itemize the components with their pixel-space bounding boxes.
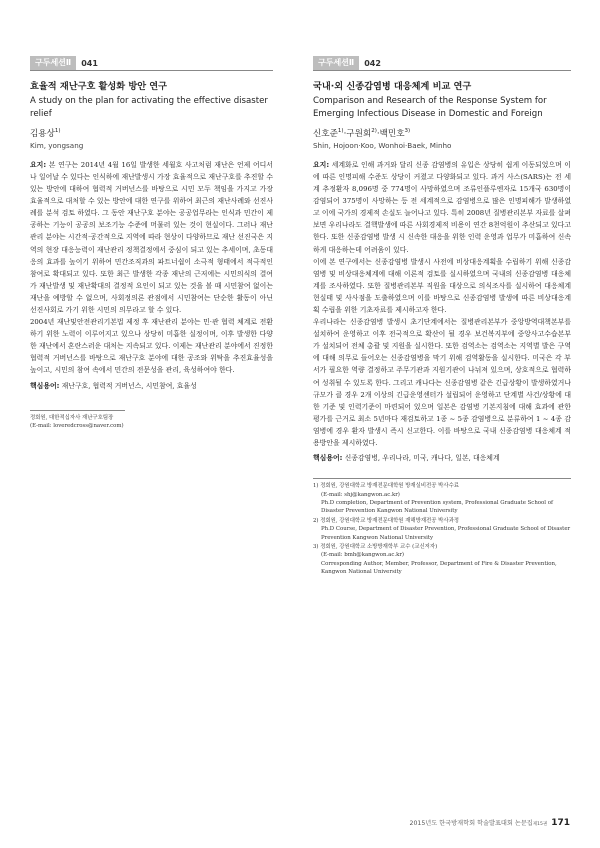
footnote-rule [30,410,125,411]
author-korean [30,125,273,140]
footnote-2-affiliation: 2) 정회원, 강원대학교 방재전문대학원 재해방재전공 박사과정 [313,517,459,524]
left-column [30,56,273,430]
author-2-mark: 2) [371,128,377,134]
paper-title-korean: 국내·외 신종감염병 대응체계 비교 연구 [313,81,472,92]
proceedings-title: 2015년도 한국방재학회 학술발표대회 논문집 [409,820,533,827]
abstract-paragraph-3: 우리나라는 신종감염병 발생시 초기단계에서는 질병관리본부가 중앙방역대책본부를 설치하여 운영하고 이후 전국적으로 확산이 될 경우 보건복지부에 중앙사고수습본부가 설치되어 전체 총괄 및 지원을 실시한다. 또한 검역소는 검역소는 지역별 발은 구역에 대해 의무로 들어오는 신종감염병을 막기 위해 검역활동을 실시한다. 미국은 각 부서가 필요한 역량 결정하고 주무기관과 지원기관이 나뉘져 있으며, 상호적으로 협력하여 성취될 수 있도록 한다. 그리고 캐나다는 신종감염병 같은 긴급상황이 발생하였거나 규모가 클 경우 2개 이상의 긴급운영센터가 설립되어 운영하고 단계별 사건/상황에 대한 기준 및 인력기준이 마련되어 있으며 일본은 감염병 기본지침에 대해 효과에 관한 평가를 근거로 최소 5년마다 재검토하고 1종 ~ 5종 감염병으로 분류하여 1 ~ 4종 감염병에 경우 환자 발생시 즉시 신고한다. 이를 바탕으로 국내 신종감염병 대응체계 적용방안을 제시하였다. [313,318,571,448]
author-3: ·백민호 [376,128,405,139]
keywords [313,452,571,464]
session-tag: 구두세션Ⅱ [30,56,76,70]
keywords-text: 신종감염병, 우리나라, 미국, 캐나다, 일본, 대응체계 [342,454,500,463]
abstract-label: 요지: [313,160,330,169]
abstract-paragraph-1 [313,159,571,256]
session-header-041 [30,56,273,71]
author-1-mark: 1) [337,128,344,134]
proceedings-volume: 제15권 [532,822,548,827]
footnote-rule [313,478,571,479]
paper-title-english: A study on the plan for activating the effective disaster relief [30,96,268,119]
footnote-3-email: (E-mail: bmh@kangwon.ac.kr) [321,552,405,559]
right-column [313,56,571,578]
session-header-042 [313,56,571,71]
author-english: Kim, yongsang [30,140,84,150]
footnote-1-email: (E-mail: shj@kangwon.ac.kr) [321,491,400,498]
abstract-label: 요지: [30,160,47,169]
abstract-paragraph-2: 이에 본 연구에서는 신종감염병 발생시 사전에 비상대응계획을 수립하기 위해 신종감염병 및 비상대응체계에 대해 이론적 검토를 실시하였으며 국내의 신종감염병 대응체계를 조사하였다. 또한 질병관리본부 직원을 대상으로 의식조사를 실시하여 대응체계 현실태 및 사사점을 도출하였으며 이를 바탕으로 신종감염병 발생에 따른 비상대응계획 수립을 위한 기초자료를 제시하고자 한다. [313,257,571,314]
footnote-1-affiliation: 1) 정회원, 강원대학교 방재전문대학원 방재실비전공 박사수료 [313,483,459,490]
footnotes [313,482,571,576]
paper-title-english: Comparison and Research of the Response System for Emerging Infectious Disease in Domestic and Foreign [313,96,547,119]
footnote-3-affiliation: 3) 정회원, 강원대학교 소방방재학부 교수 (교신저자) [313,543,438,550]
footnote-3-english: Corresponding Author, Member, Professor, Department of Fire & Disaster Prevention, Kangwon National University [321,560,557,576]
keywords [30,380,273,392]
session-number: 041 [81,58,98,68]
author-3-mark: 3) [404,128,411,134]
footnote-3 [313,543,571,577]
keywords-label: 핵심용어: [313,454,343,463]
footnote-1-english: Ph.D completion, Department of Prevention system, Professional Graduate School of Disaster Prevention Kangwon National University [321,499,553,515]
author-2: ·구원회 [343,128,372,139]
footnote-2 [313,517,571,542]
footnote-email: (E-mail: loveredcross@naver.com) [30,422,124,429]
authors-english: Shin, Hojoon·Koo, Wonhoi·Baek, Minho [313,140,452,150]
author-footnote-mark: 1) [54,128,61,134]
keywords-label: 핵심용어: [30,381,60,390]
page-footer [410,818,570,828]
abstract-paragraph-2: 2004년 재난및안전관리기본법 제정 후 재난관리 분야는 민·관 협력 체계로 전환하기 위한 노력이 이루어지고 있으나 상당히 미흡한 실정이며, 이후 발생한 다양한 재난에서 혼란스러운 대처는 지속되고 있다. 이제는 재난관리 분야에서 진정한 협력적 거버넌스를 바탕으로 재난구호 분야에 대한 공조와 위탁을 추진효율성을 높이고, 시민의 참여 속에서 민간의 전문성을 관리, 육성하여야 한다. [30,318,273,375]
session-tag: 구두세션Ⅱ [313,56,359,70]
footnote-affiliation: 정회원, 대한적십자사 재난구호팀장 [30,414,114,421]
footnote-1 [313,482,571,516]
authors-korean [313,125,571,140]
abstract [30,159,273,377]
session-number: 042 [364,58,381,68]
abstract-text-1: 세계화로 인해 과거와 달리 신종 감염병의 유입은 상당히 쉽게 이동되었으며 이에 따른 인명피해 수준도 상당이 커졌고 다양화되고 있다. 과거 사스(SARS)는 전 세계 추정환자 8,096명 중 774명이 사망하였으며 조류인플루엔자로 15개국 630명이 감염되어 375명이 사망하는 등 전 세계적으로 감염병으로 많은 인명피해가 발생하였고 이에 국가의 경제적 손실도 늘어나고 있다. 특히 2008년 질병관리본부 자료를 살펴보면 우리나라도 결핵발생에 따른 사회경제적 비용이 연간 8천억원이 추산되고 있다고 한다. 또한 신종감염병 발생 시 신속한 대응을 위한 인력 운영과 업무가 미흡하여 신속하게 대응하는데 어려움이 있다. [313,160,571,254]
abstract-text-1: 본 연구는 2014년 4월 16일 발생한 세월호 사고처럼 재난은 언제 어디서나 일어날 수 있다는 인식하에 재난발생시 가장 효율적으로 재난구호를 추진할 수 있는 방안에 대하여 협력적 거버넌스를 바탕으로 시민 모두 책임을 가지고 가장 효율적으로 대처할 수 있는 방안에 대한 연구를 위하여 최근의 재난사례와 선진사례를 분석 검토 하였다. 그 동안 재난구호 분야는 공공업무라는 인식과 민간이 제공하는 기능이 공공의 보조기능 수준에 머물러 있는 것이 현실이다. 그러나 재난관리 분야는 시간적·공간적으로 지역에 따라 현상이 다양하므로 재난 선진국은 지역의 현장 대응능력이 재난관리 정책결정에서 중심이 되고 있는 추세이며, 초동대응의 효과를 높이기 위하여 민간조직과의 파트너쉽이 소극적 형태에서 적극적인 참여로 확대되고 있다. 또한 최근 발생한 각종 재난의 근저에는 시민의식의 결여가 재난발생 및 재난확대의 결정적 요인이 되고 있는 것을 볼 때 시민참여 없이는 재난을 예방할 수 없으며, 사회정의론 관점에서 시민참여는 단순한 활동이 아닌 선진사회로 가기 위한 시민의 의무라고 할 수 있다. [30,160,273,314]
footnote-2-english: Ph.D Course, Department of Disaster Prevention, Professional Graduate School of Disaster Prevention Kangwon National University [321,526,571,541]
author-name: 김용상 [30,128,55,139]
author-1: 신호준 [313,128,338,139]
page-number: 171 [551,818,570,828]
paper-title-korean: 효율적 재난구호 활성화 방안 연구 [30,81,168,92]
keywords-text: 재난구호, 협력적 거버넌스, 시민참여, 효율성 [59,381,197,390]
footnote [30,414,273,431]
abstract-paragraph-1 [30,159,273,316]
abstract [313,159,571,449]
